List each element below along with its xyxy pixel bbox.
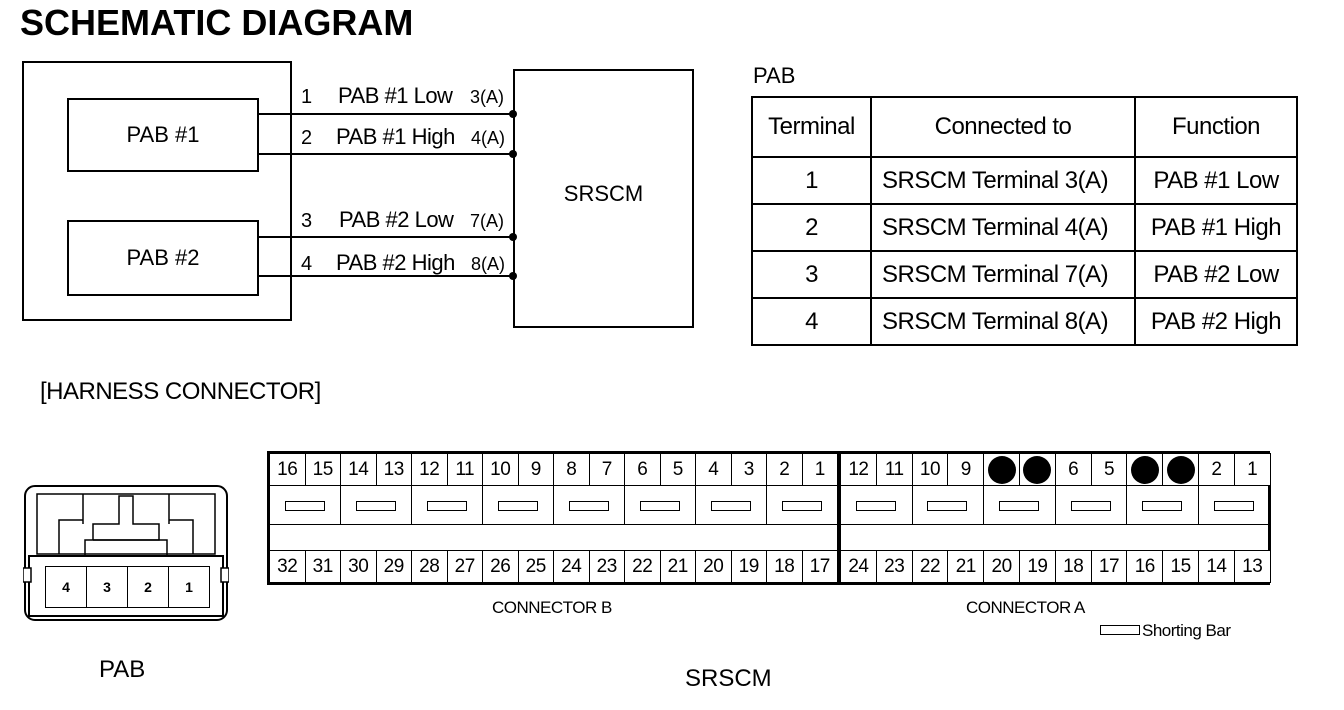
wire-1 bbox=[259, 113, 513, 115]
connector-b-top-pin: 7 bbox=[589, 453, 626, 486]
shorting-bar-icon bbox=[1214, 501, 1254, 511]
shorting-bar-icon bbox=[356, 501, 396, 511]
table-row bbox=[752, 204, 1297, 251]
connector-a-top-pin: 2 bbox=[1198, 453, 1235, 486]
connector-a-top-pin: 6 bbox=[1055, 453, 1092, 486]
connector-a-label: CONNECTOR A bbox=[966, 598, 1085, 617]
connector-b-top-pin: 16 bbox=[269, 453, 306, 486]
shorting-bar-icon bbox=[1142, 501, 1182, 511]
connector-b-label: CONNECTOR B bbox=[492, 598, 612, 617]
table-header: Terminal bbox=[752, 97, 871, 157]
connector-b-bottom-pin: 29 bbox=[376, 550, 413, 583]
shorting-bar-icon bbox=[1071, 501, 1111, 511]
wire-label: PAB #2 Low bbox=[339, 207, 454, 232]
connector-b-top-pin: 5 bbox=[660, 453, 697, 486]
connector-a-bottom-pin: 21 bbox=[947, 550, 984, 583]
pab1-label: PAB #1 bbox=[126, 122, 200, 147]
connector-b-strip bbox=[269, 524, 838, 551]
wire-terminal: 3(A) bbox=[470, 87, 505, 107]
connector-b-top-pin: 4 bbox=[695, 453, 732, 486]
connector-b-bottom-pin: 22 bbox=[624, 550, 661, 583]
connector-b-bottom-pin: 23 bbox=[589, 550, 626, 583]
filled-pin-icon bbox=[1131, 456, 1159, 484]
filled-pin-icon bbox=[988, 456, 1016, 484]
pab-pin: 4 bbox=[45, 566, 87, 608]
connector-a-bottom-pin: 23 bbox=[876, 550, 913, 583]
connector-a-bottom-pin: 18 bbox=[1055, 550, 1092, 583]
srscm-connector bbox=[267, 451, 1270, 585]
shorting-bar-icon bbox=[569, 501, 609, 511]
srscm-box bbox=[513, 69, 694, 328]
connector-a-top-pin: 1 bbox=[1234, 453, 1271, 486]
table-cell: 1 bbox=[752, 157, 871, 204]
pab1-box bbox=[67, 98, 259, 172]
wire-terminal: 8(A) bbox=[471, 254, 506, 274]
table-cell: 3 bbox=[752, 251, 871, 298]
srscm-connector-label: SRSCM bbox=[685, 665, 772, 692]
wire-pin: 4 bbox=[301, 253, 313, 275]
table-cell: PAB #2 Low bbox=[1135, 251, 1297, 298]
wire-3 bbox=[259, 236, 513, 238]
connector-b-top-pin: 9 bbox=[518, 453, 555, 486]
junction-dot bbox=[509, 150, 517, 158]
pab-pin: 2 bbox=[127, 566, 169, 608]
connector-a-top-pin bbox=[983, 453, 1020, 486]
table-title: PAB bbox=[753, 63, 796, 88]
connector-b-bottom-pin: 32 bbox=[269, 550, 306, 583]
connector-a-bottom-pin: 13 bbox=[1234, 550, 1271, 583]
connector-a-top-pin bbox=[1162, 453, 1199, 486]
filled-pin-icon bbox=[1023, 456, 1051, 484]
pab-connector-label: PAB bbox=[99, 656, 146, 683]
connector-a-top-pin: 10 bbox=[912, 453, 949, 486]
shorting-bar-icon bbox=[782, 501, 822, 511]
table-row bbox=[752, 298, 1297, 345]
table-cell: 2 bbox=[752, 204, 871, 251]
connector-a-top-pin: 12 bbox=[840, 453, 877, 486]
connector-b-top-pin: 14 bbox=[340, 453, 377, 486]
shorting-bar-icon bbox=[1100, 625, 1140, 635]
shorting-bar-icon bbox=[640, 501, 680, 511]
connector-a-top-pin bbox=[1126, 453, 1163, 486]
connector-b-top-pin: 11 bbox=[447, 453, 484, 486]
shorting-bar-icon bbox=[927, 501, 967, 511]
connector-b-bottom-pin: 30 bbox=[340, 550, 377, 583]
connector-a-bottom-pin: 24 bbox=[840, 550, 877, 583]
pab-connector bbox=[23, 484, 229, 622]
wire-pin: 2 bbox=[301, 127, 313, 149]
shorting-bar-icon bbox=[711, 501, 751, 511]
pab-pin: 1 bbox=[168, 566, 210, 608]
table-cell: PAB #1 High bbox=[1135, 204, 1297, 251]
junction-dot bbox=[509, 272, 517, 280]
table-cell: 4 bbox=[752, 298, 871, 345]
connector-b-bottom-pin: 21 bbox=[660, 550, 697, 583]
connector-a-bottom-pin: 19 bbox=[1019, 550, 1056, 583]
wire-terminal: 7(A) bbox=[470, 211, 505, 231]
connector-b-top-pin: 10 bbox=[482, 453, 519, 486]
table-row bbox=[752, 251, 1297, 298]
table-header: Connected to bbox=[871, 97, 1135, 157]
table-cell: PAB #2 High bbox=[1135, 298, 1297, 345]
srscm-label: SRSCM bbox=[563, 180, 644, 206]
table-cell: SRSCM Terminal 7(A) bbox=[871, 251, 1135, 298]
table-cell: SRSCM Terminal 4(A) bbox=[871, 204, 1135, 251]
connector-b-top-pin: 15 bbox=[305, 453, 342, 486]
shorting-bar-icon bbox=[856, 501, 896, 511]
wire-2 bbox=[259, 153, 513, 155]
connector-b-top-pin: 8 bbox=[553, 453, 590, 486]
wire-terminal: 4(A) bbox=[471, 128, 506, 148]
connector-b-bottom-pin: 27 bbox=[447, 550, 484, 583]
harness-title: [HARNESS CONNECTOR] bbox=[40, 378, 321, 405]
connector-a-top-pin bbox=[1019, 453, 1056, 486]
connector-b-bottom-pin: 24 bbox=[553, 550, 590, 583]
wire-label: PAB #1 High bbox=[336, 124, 455, 149]
shorting-bar-icon bbox=[999, 501, 1039, 511]
connector-b-bottom-pin: 17 bbox=[802, 550, 839, 583]
connector-b-top-pin: 13 bbox=[376, 453, 413, 486]
connector-b-bottom-pin: 28 bbox=[411, 550, 448, 583]
shorting-bar-icon bbox=[427, 501, 467, 511]
table-row bbox=[752, 157, 1297, 204]
filled-pin-icon bbox=[1167, 456, 1195, 484]
pab-terminal-table bbox=[751, 96, 1298, 346]
connector-a-bottom-pin: 15 bbox=[1162, 550, 1199, 583]
connector-b-top-pin: 6 bbox=[624, 453, 661, 486]
connector-a-top-pin: 11 bbox=[876, 453, 913, 486]
connector-b-top-pin: 12 bbox=[411, 453, 448, 486]
wire-label: PAB #2 High bbox=[336, 250, 455, 275]
connector-a-strip bbox=[840, 524, 1271, 551]
pab-pin: 3 bbox=[86, 566, 128, 608]
connector-b-bottom-pin: 18 bbox=[766, 550, 803, 583]
pab2-box bbox=[67, 220, 259, 296]
table-cell: PAB #1 Low bbox=[1135, 157, 1297, 204]
connector-b-top-pin: 3 bbox=[731, 453, 768, 486]
connector-b-top-pin: 1 bbox=[802, 453, 839, 486]
junction-dot bbox=[509, 233, 517, 241]
connector-b-bottom-pin: 26 bbox=[482, 550, 519, 583]
connector-b-bottom-pin: 20 bbox=[695, 550, 732, 583]
wire-pin: 3 bbox=[301, 210, 313, 232]
connector-a-top-pin: 9 bbox=[947, 453, 984, 486]
connector-a-top-pin: 5 bbox=[1091, 453, 1128, 486]
legend-label: Shorting Bar bbox=[1142, 621, 1231, 640]
connector-a-bottom-pin: 20 bbox=[983, 550, 1020, 583]
connector-b-bottom-pin: 31 bbox=[305, 550, 342, 583]
junction-dot bbox=[509, 110, 517, 118]
table-cell: SRSCM Terminal 3(A) bbox=[871, 157, 1135, 204]
connector-a-bottom-pin: 17 bbox=[1091, 550, 1128, 583]
shorting-bar-icon bbox=[498, 501, 538, 511]
pab2-label: PAB #2 bbox=[126, 245, 200, 270]
connector-a-bottom-pin: 14 bbox=[1198, 550, 1235, 583]
wire-pin: 1 bbox=[301, 86, 313, 108]
shorting-bar-icon bbox=[285, 501, 325, 511]
connector-b-top-pin: 2 bbox=[766, 453, 803, 486]
connector-a-bottom-pin: 22 bbox=[912, 550, 949, 583]
page-title: SCHEMATIC DIAGRAM bbox=[20, 2, 414, 43]
connector-b-bottom-pin: 19 bbox=[731, 550, 768, 583]
table-cell: SRSCM Terminal 8(A) bbox=[871, 298, 1135, 345]
wire-label: PAB #1 Low bbox=[338, 83, 453, 108]
table-header: Function bbox=[1135, 97, 1297, 157]
connector-a-bottom-pin: 16 bbox=[1126, 550, 1163, 583]
connector-b-bottom-pin: 25 bbox=[518, 550, 555, 583]
